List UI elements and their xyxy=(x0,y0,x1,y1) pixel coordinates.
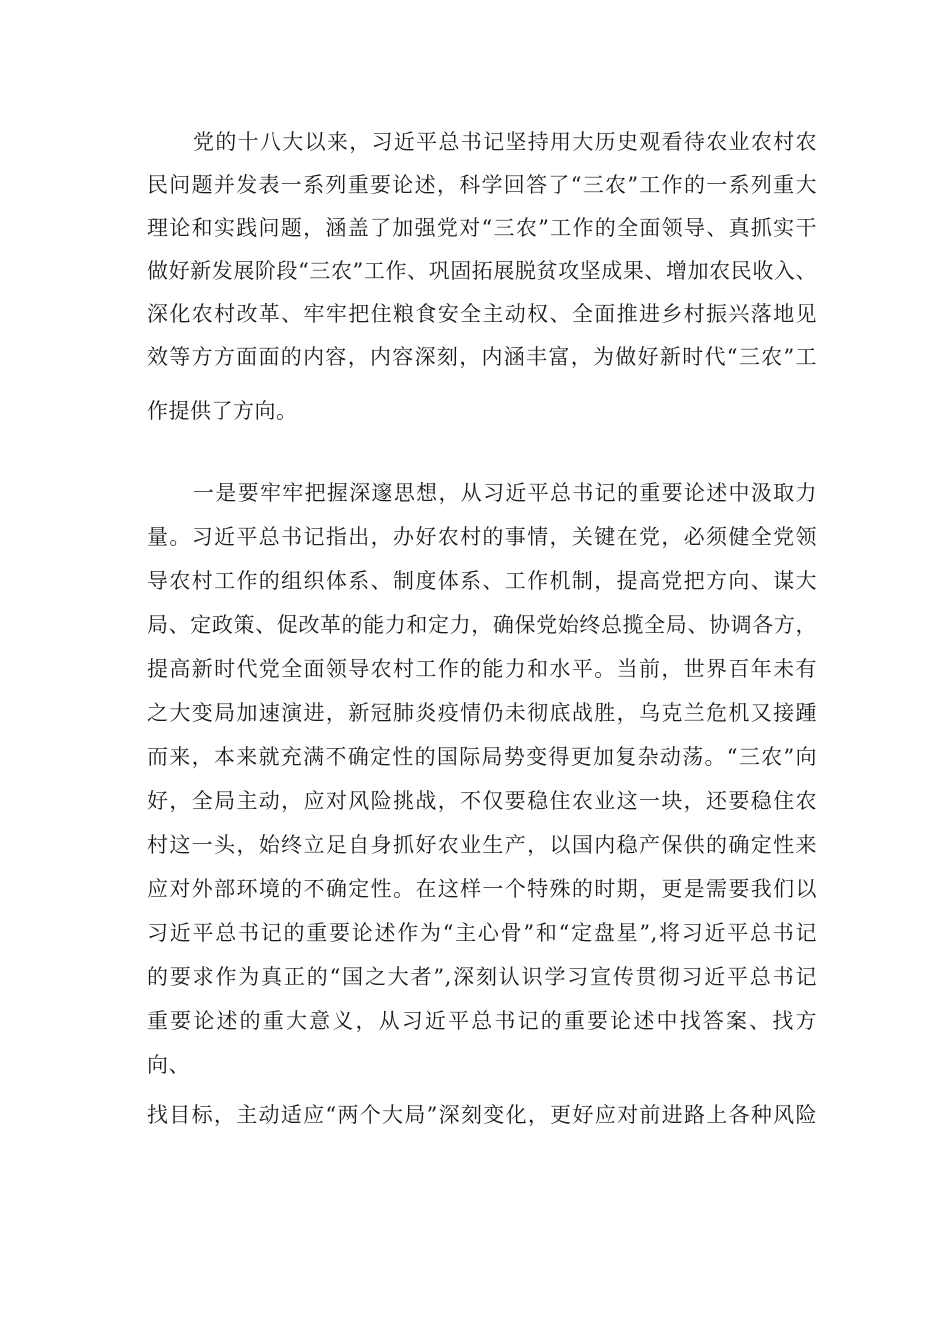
text-line: 深化农村改革、牢牢把住粮食安全主动权、全面推进乡村振兴落地见 xyxy=(147,302,817,326)
text-line: 好，全局主动，应对风险挑战，不仅要稳住农业这一块，还要稳住农 xyxy=(147,789,817,813)
text-line: 导农村工作的组织体系、制度体系、工作机制，提高党把方向、谋大 xyxy=(147,569,817,593)
text-line: 党的十八大以来，习近平总书记坚持用大历史观看待农业农村农 xyxy=(193,130,817,154)
text-line: 效等方方面面的内容，内容深刻，内涵丰富，为做好新时代“三农”工 xyxy=(147,345,817,369)
text-line: 习近平总书记的重要论述作为“主心骨”和“定盘星”,将习近平总书记 xyxy=(147,921,817,945)
text-line: 提高新时代党全面领导农村工作的能力和水平。当前，世界百年未有 xyxy=(147,657,817,681)
text-line: 重要论述的重大意义，从习近平总书记的重要论述中找答案、找方 xyxy=(147,1009,817,1033)
text-line: 之大变局加速演进，新冠肺炎疫情仍未彻底战胜，乌克兰危机又接踵 xyxy=(147,701,817,725)
text-line: 的要求作为真正的“国之大者”,深刻认识学习宣传贯彻习近平总书记 xyxy=(147,965,817,989)
text-line: 找目标，主动适应“两个大局”深刻变化，更好应对前进路上各种风险 xyxy=(147,1103,817,1127)
text-line: 理论和实践问题，涵盖了加强党对“三农”工作的全面领导、真抓实干 xyxy=(147,216,817,240)
text-line: 做好新发展阶段“三农”工作、巩固拓展脱贫攻坚成果、增加农民收入、 xyxy=(147,259,817,283)
text-line: 局、定政策、促改革的能力和定力，确保党始终总揽全局、协调各方， xyxy=(147,613,817,637)
text-line: 村这一头，始终立足自身抓好农业生产，以国内稳产保供的确定性来 xyxy=(147,833,817,857)
text-line: 民问题并发表一系列重要论述，科学回答了“三农”工作的一系列重大 xyxy=(147,173,817,197)
text-line: 而来，本来就充满不确定性的国际局势变得更加复杂动荡。“三农”向 xyxy=(147,745,817,769)
text-line: 量。习近平总书记指出，办好农村的事情，关键在党，必须健全党领 xyxy=(147,525,817,549)
text-line: 向、 xyxy=(147,1053,190,1077)
text-line: 一是要牢牢把握深邃思想，从习近平总书记的重要论述中汲取力 xyxy=(193,481,817,505)
text-line: 作提供了方向。 xyxy=(147,399,298,423)
text-line: 应对外部环境的不确定性。在这样一个特殊的时期，更是需要我们以 xyxy=(147,877,817,901)
